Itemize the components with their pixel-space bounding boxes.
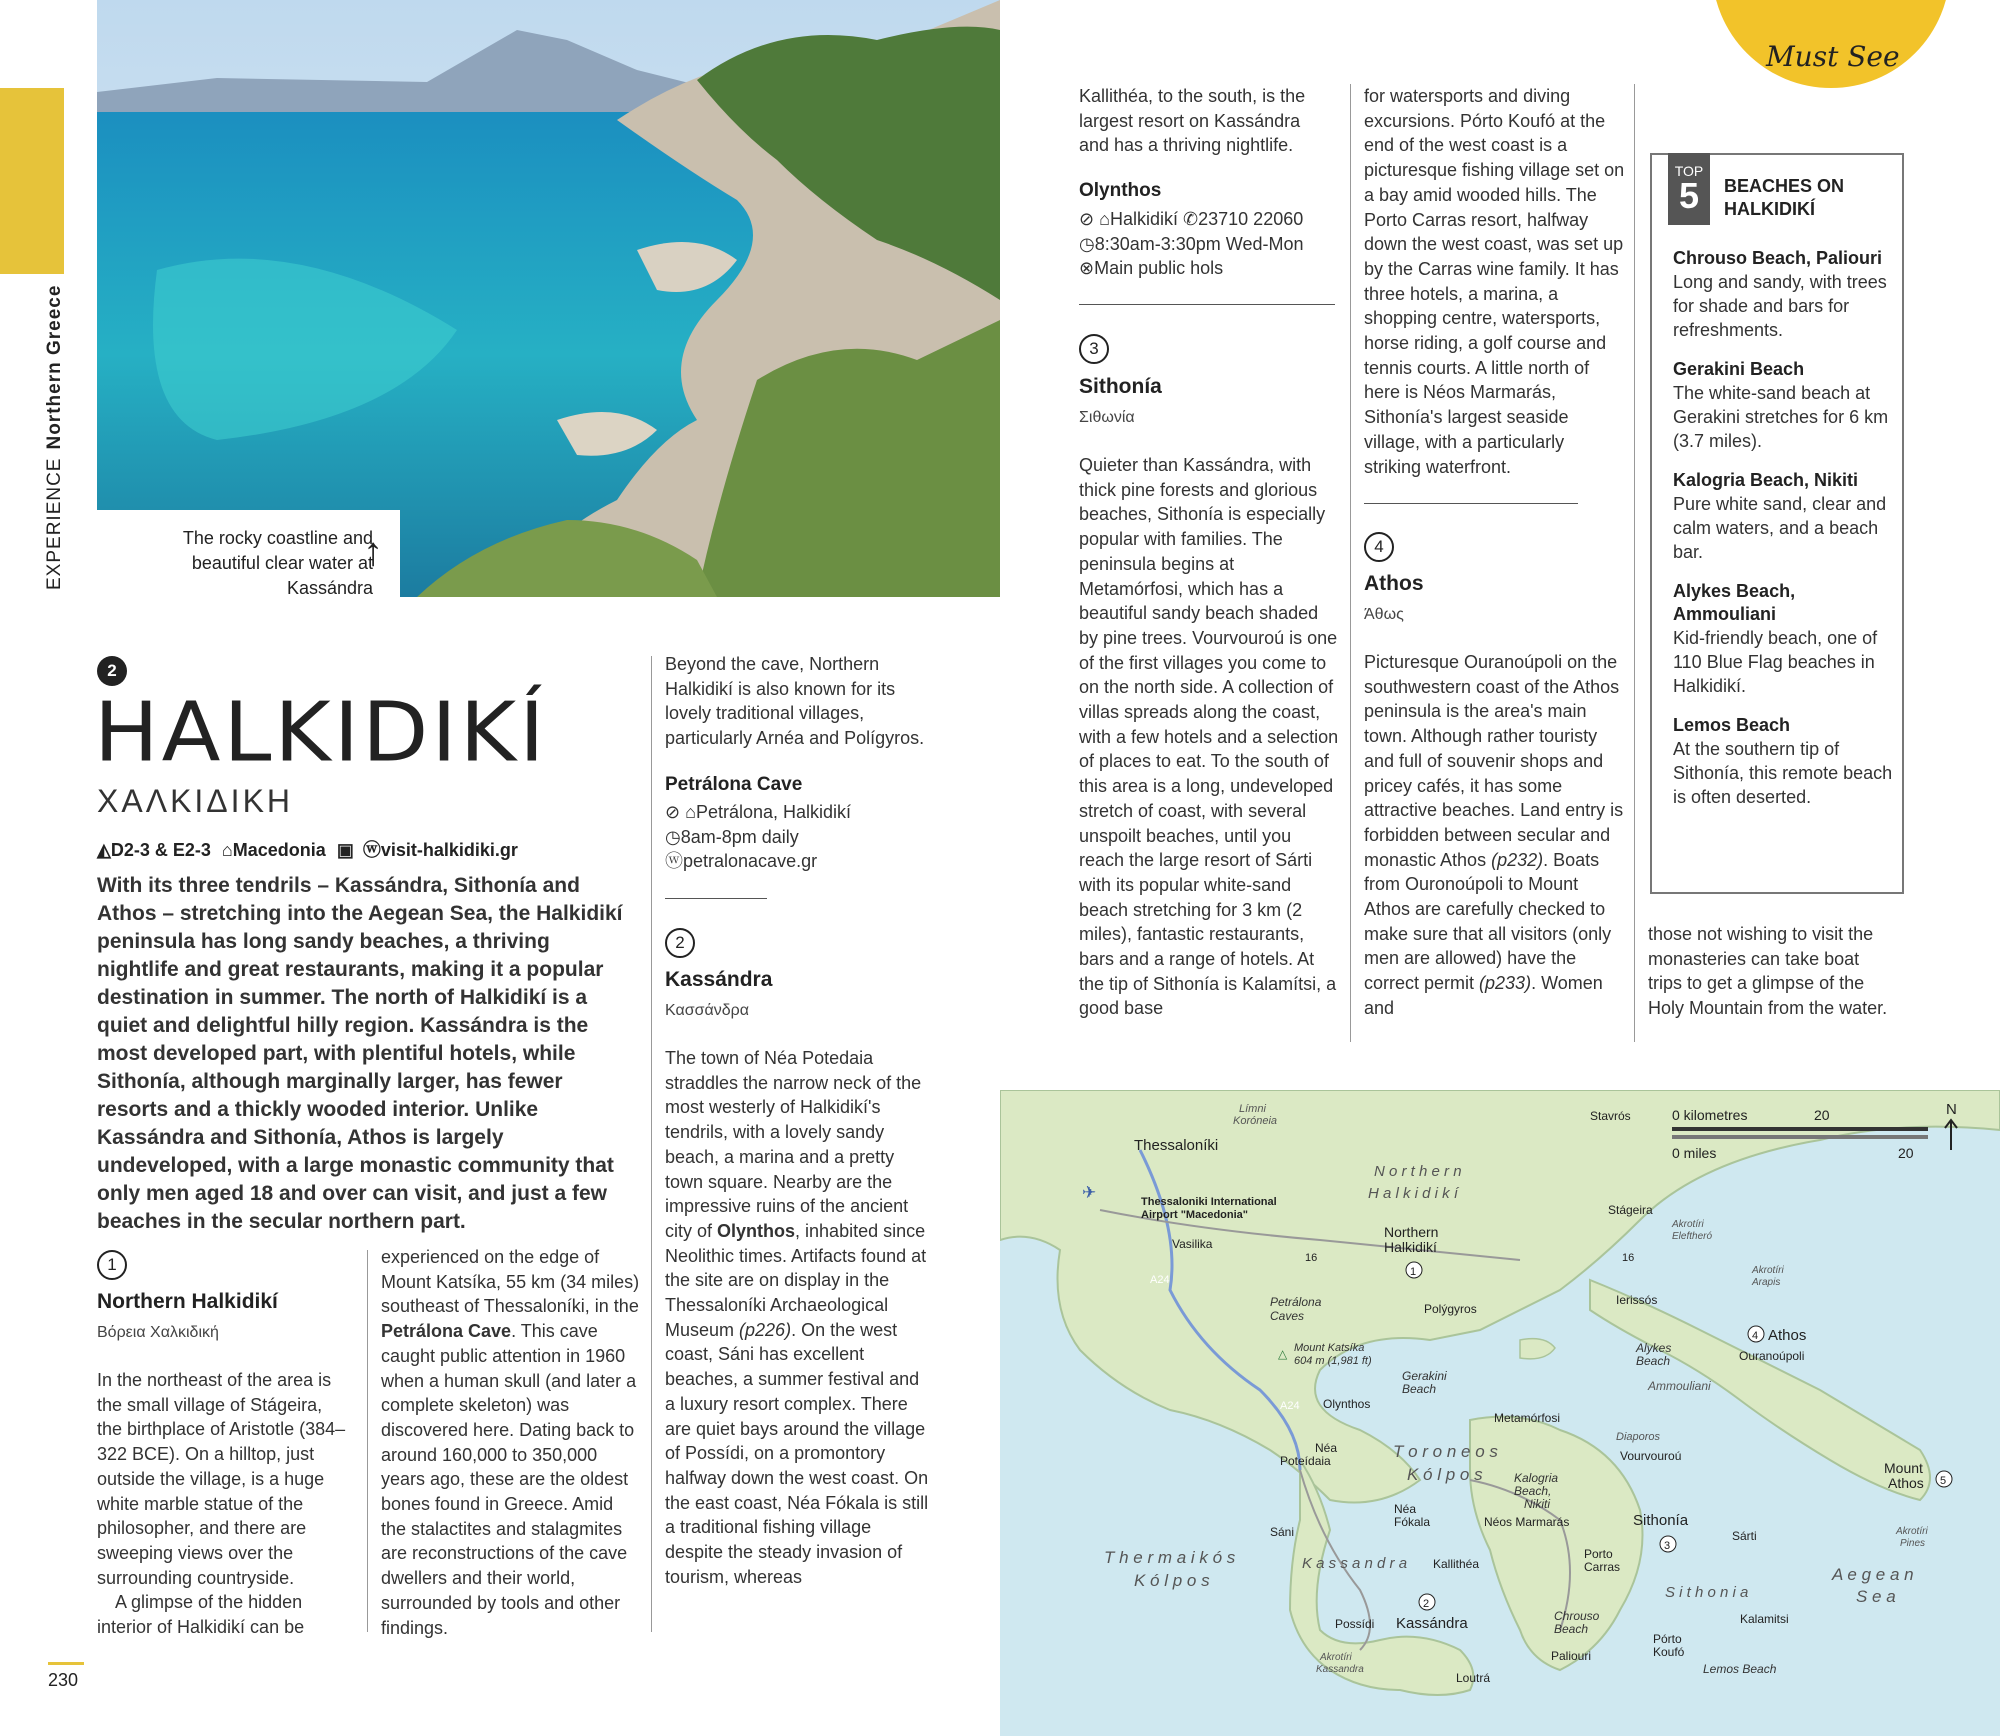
map-label: Stágeira bbox=[1608, 1203, 1653, 1217]
column-rule bbox=[1634, 84, 1635, 1042]
sea-label: T h e r m a i k ó s bbox=[1104, 1548, 1236, 1567]
map-label: Halkidikí bbox=[1384, 1239, 1437, 1255]
marker-number: 2 bbox=[1423, 1598, 1430, 1610]
map-label: Stavrós bbox=[1590, 1109, 1631, 1123]
scale-miles-label: 0 miles bbox=[1672, 1145, 1717, 1161]
marker-number: 5 bbox=[1940, 1475, 1947, 1487]
map-label: Beach bbox=[1554, 1622, 1589, 1636]
map-label: Gerakini bbox=[1402, 1369, 1447, 1383]
map-label: Vasilika bbox=[1172, 1237, 1213, 1251]
marker-number: 3 bbox=[1664, 1540, 1671, 1552]
section-number-1: 1 bbox=[97, 1250, 127, 1280]
list-item: Chrouso Beach, Paliouri Long and sandy, with trees for shade and bars for refreshments. bbox=[1673, 248, 1887, 340]
map-label: Akrotíri bbox=[1672, 1219, 1704, 1230]
web-icon: ⓦ bbox=[362, 840, 381, 860]
map-label: Akrotíri bbox=[1320, 1652, 1352, 1663]
chapter-side-label: EXPERIENCENorthern Greece bbox=[44, 284, 65, 590]
map-label: Ouranoúpoli bbox=[1739, 1349, 1805, 1363]
coastline-photo bbox=[97, 0, 1000, 597]
bus-icon: ▣ bbox=[336, 840, 354, 860]
region-label: K a s s a n d r a bbox=[1302, 1555, 1408, 1572]
sea-label: K ó l p o s bbox=[1134, 1571, 1210, 1590]
scale-miles-value: 20 bbox=[1898, 1145, 1914, 1161]
list-item: Gerakini Beach The white-sand beach at Gerakini stretches for 6 km (3.7 miles). bbox=[1673, 359, 1889, 451]
section-tab bbox=[0, 88, 64, 274]
map-label: Kassándra bbox=[1396, 1615, 1468, 1632]
map-label: Porto bbox=[1584, 1547, 1613, 1561]
photo-caption bbox=[97, 510, 400, 597]
section-greek-athos: Άθως bbox=[1364, 606, 1404, 623]
section-title-sithonia: Sithonía bbox=[1079, 375, 1162, 398]
map-label: Kallithéa bbox=[1433, 1557, 1480, 1571]
address-icon: ⌂ bbox=[685, 802, 696, 822]
page-number-bar bbox=[48, 1662, 84, 1665]
section-number-3: 3 bbox=[1079, 334, 1109, 364]
map-label: Beach bbox=[1402, 1382, 1437, 1396]
scale-bar-km bbox=[1672, 1127, 1928, 1131]
entry-number-badge: 2 bbox=[97, 656, 127, 686]
list-item: Kalogria Beach, Nikiti Pure white sand, clear and calm waters, and a beach bar. bbox=[1673, 470, 1887, 562]
map-label: Alykes bbox=[1636, 1341, 1672, 1355]
map-label: Sárti bbox=[1732, 1529, 1757, 1543]
sea-label: A e g e a n bbox=[1832, 1565, 1914, 1584]
section-number-2: 2 bbox=[665, 928, 695, 958]
map-label: Athos bbox=[1888, 1475, 1924, 1491]
map-label: Sithonía bbox=[1633, 1512, 1689, 1529]
road-label: 16 bbox=[1305, 1252, 1318, 1264]
scale-km-value: 20 bbox=[1814, 1107, 1830, 1123]
address-icon: ⌂ bbox=[221, 840, 233, 860]
petralona-info: ⊘ ⌂Petrálona, Halkidikí ◷8am-8pm daily ⓦpetralonacave.gr bbox=[665, 802, 852, 872]
top5-heading: BEACHES ON HALKIDIKÍ bbox=[1724, 176, 1845, 219]
sea-label: T o r o n e o s bbox=[1393, 1442, 1498, 1461]
map-label: 604 m (1,981 ft) bbox=[1294, 1355, 1372, 1367]
divider bbox=[1364, 503, 1578, 504]
scale-km-label: 0 kilometres bbox=[1672, 1107, 1748, 1123]
top5-badge: TOP 5 bbox=[1668, 153, 1710, 225]
map-label: Koróneia bbox=[1233, 1115, 1278, 1127]
list-item: Alykes Beach, Ammouliani Kid-friendly beach, one of 110 Blue Flag beaches in Halkidikí. bbox=[1673, 581, 1878, 696]
map-label: Thessaloniki International bbox=[1141, 1196, 1277, 1208]
web-icon: ⓦ bbox=[665, 851, 683, 872]
map-label: Néa bbox=[1315, 1441, 1338, 1455]
phone-icon: ✆ bbox=[1183, 209, 1199, 229]
clock-icon: ◷ bbox=[665, 826, 681, 847]
map-label: Beach, bbox=[1514, 1484, 1552, 1498]
map-label: Paliouri bbox=[1551, 1649, 1592, 1663]
greek-title: ΧΑΛΚΙΔΙΚΗ bbox=[97, 783, 294, 819]
halkidiki-map bbox=[1000, 1090, 2000, 1736]
map-label: Arapis bbox=[1752, 1277, 1781, 1288]
map-label: Límni bbox=[1239, 1103, 1266, 1115]
region-label: H a l k i d i k í bbox=[1368, 1185, 1459, 1202]
mountain-icon: △ bbox=[1278, 1347, 1288, 1361]
sea-label: S e a bbox=[1856, 1587, 1896, 1606]
map-label: Vourvouroú bbox=[1620, 1449, 1682, 1463]
caption-text: The rocky coastline and beautiful clear water at Kassándra bbox=[182, 528, 373, 598]
region-label: N o r t h e r n bbox=[1374, 1163, 1462, 1180]
petralona-title: Petrálona Cave bbox=[665, 774, 803, 795]
section-title-athos: Athos bbox=[1364, 572, 1424, 595]
top5-list bbox=[1673, 247, 1893, 825]
section-title-northern-halkidiki: Northern Halkidikí bbox=[97, 1290, 278, 1313]
column-rule bbox=[651, 656, 652, 1632]
marker-number: 1 bbox=[1410, 1266, 1417, 1278]
sithonia-text: Quieter than Kassándra, with thick pine forests and glorious beaches, Sithonía is especially popular with families. The peninsula begins at Metamórfosi, which has a beautiful sandy beach shaded by pine trees. Vourvouroú is one of the first villages you come to on the north side. A collection of villas spreads along the coast, with a few hotels and a selection of places to eat. To the south of this area is a long, undeveloped stretch of coast, with several unspoilt beaches, until you reach the large resort of Sárti with its popular white-sand beach stretching for 3 km (2 miles), fantastic restaurants, bars and a range of hotels. At the tip of Sithonía is Kalamítsi, a good base bbox=[1079, 455, 1339, 1019]
map-label: Mount bbox=[1884, 1460, 1923, 1476]
column-rule bbox=[367, 1250, 368, 1632]
map-label: Chrouso bbox=[1554, 1609, 1600, 1623]
athos-text-cont: those not wishing to visit the monasteries can take boat trips to get a glimpse of the Holy Mountain from the water. bbox=[1648, 924, 1888, 1019]
northern-halkidiki-text-col1: In the northeast of the area is the small village of Stágeira, the birthplace of Aristotle (384–322 BCE). On a hilltop, just outside the village, is a huge white marble statue of the philosopher, and there are sweeping views over the surrounding countryside. A glimpse of the hidden interior of Halkidikí can be bbox=[97, 1370, 346, 1638]
map-label: Poteídaia bbox=[1280, 1454, 1331, 1468]
intro-paragraph: With its three tendrils – Kassándra, Sithonía and Athos – stretching into the Aegean Sea, the Halkidikí peninsula has long sandy beaches, a thriving nightlife and great restaurants, making it a popular destination in summer. The north of Halkidikí is a quiet and delightful hilly region. Kassándra is the most developed part, with plentiful hotels, while Sithonía, although marginally larger, has fewer resorts and a thickly wooded interior. Unlike Kassándra and Sithonía, Athos is largely undeveloped, with a large monastic community that only men aged 18 and over can visit, and just a few beaches in the secular northern part. bbox=[97, 874, 623, 1233]
clock-icon: ◷ bbox=[1079, 233, 1095, 254]
closed-icon: ⊗ bbox=[1079, 258, 1095, 279]
map-label: Carras bbox=[1584, 1560, 1621, 1574]
north-label: N bbox=[1946, 1101, 1957, 1118]
section-greek-northern-halkidiki: Βόρεια Χαλκιδική bbox=[97, 1324, 219, 1341]
map-ref-icon: ◭ bbox=[97, 840, 111, 860]
address-icon: ⌂ bbox=[1099, 209, 1110, 229]
map-label: Akrotíri bbox=[1752, 1265, 1784, 1276]
map-label: Caves bbox=[1270, 1309, 1305, 1323]
map-label: Pórto bbox=[1653, 1632, 1682, 1646]
map-label: Northern bbox=[1384, 1224, 1439, 1240]
map-label: Airport "Macedonia" bbox=[1141, 1209, 1248, 1221]
road-label: A24 bbox=[1280, 1400, 1300, 1412]
map-label: Akrotíri bbox=[1896, 1526, 1928, 1537]
map-label: Kalogria bbox=[1514, 1471, 1559, 1485]
map-label: Pines bbox=[1900, 1538, 1926, 1549]
olynthos-info: ⊘ ⌂Halkidikí ✆23710 22060 ◷8:30am-3:30pm Wed-Mon ⊗Main public hols bbox=[1079, 209, 1304, 279]
road-label: A24 bbox=[1150, 1274, 1170, 1286]
map-label: Kalamitsi bbox=[1740, 1612, 1789, 1626]
athos-text: Picturesque Ouranoúpoli on the southwestern coast of the Athos peninsula is the area's main town. Although rather touristy and full of souvenir shops and pricey cafés, it has some attractive beaches. Land entry is forbidden between secular and monastic Athos (p232). Boats from Ouronoúpoli to Mount Athos are carefully checked to make sure that all visitors (only men are allowed) have the correct permit (p233). Women and bbox=[1364, 652, 1624, 1018]
map-label: Néos Marmarás bbox=[1484, 1515, 1570, 1529]
kassandra-text-cont: Kallithéa, to the south, is the largest resort on Kassándra and has a thriving nightlife. bbox=[1079, 86, 1306, 156]
info-line: ◭D2-3 & E2-3 ⌂Macedonia ▣ ⓦvisit-halkidiki.gr bbox=[97, 840, 518, 860]
map-label: Metamórfosi bbox=[1494, 1411, 1561, 1425]
kassandra-text: The town of Néa Potedaia straddles the narrow neck of the most westerly of Halkidikí's tendrils, with a lovely sandy beach, a marina and a pretty town square. Nearby are the impressive ruins of the ancient city of Olynthos, inhabited since Neolithic times. Artifacts found at the site are on display in the Thessaloníki Archaeological Museum (p226). On the west coast, Sáni has excellent beaches, a summer festival and a luxury resort complex. There are quiet bays around the village of Possídi, on a promontory halfway down the west coast. On the east coast, Néa Fókala is still a traditional fishing village despite the steady invasion of tourism, whereas bbox=[665, 1048, 929, 1587]
map-label: Possídi bbox=[1335, 1617, 1375, 1631]
section-greek-kassandra: Κασσάνδρα bbox=[665, 1002, 749, 1019]
region-label: S i t h o n i a bbox=[1665, 1584, 1749, 1601]
airport-icon: ✈ bbox=[1082, 1183, 1097, 1202]
divider bbox=[665, 898, 767, 899]
northern-halkidiki-text-col2: experienced on the edge of Mount Katsíka, 55 km (34 miles) southeast of Thessaloníki, in the Petrálona Cave. This cave caught public attention in 1960 when a human skull (and later a complete skeleton) was discovered here. Dating back to around 160,000 to 350,000 years ago, these are the oldest bones found in Greece. Amid the stalactites and stalagmites are reconstructions of the cave dwellers and their world, surrounded by tools and other findings. bbox=[381, 1247, 640, 1638]
map-label: Néa bbox=[1394, 1502, 1417, 1516]
page-title: HALKIDIKÍ bbox=[94, 685, 548, 781]
map-label: Petrálona bbox=[1270, 1295, 1322, 1309]
map-label: Ammouliani bbox=[1648, 1379, 1711, 1393]
northern-halkidiki-text-col3: Beyond the cave, Northern Halkidikí is also known for its lovely traditional villages, particularly Arnéa and Polígyros. bbox=[665, 654, 925, 749]
map-label: Polýgyros bbox=[1424, 1302, 1477, 1316]
map-label: Nikiti bbox=[1524, 1497, 1550, 1511]
map-label: Thessaloníki bbox=[1134, 1137, 1219, 1154]
road-label: 16 bbox=[1622, 1252, 1635, 1264]
section-title-kassandra: Kassándra bbox=[665, 968, 773, 991]
map-label: Eleftheró bbox=[1672, 1231, 1713, 1242]
marker-number: 4 bbox=[1752, 1330, 1759, 1342]
scale-bar-miles bbox=[1672, 1135, 1928, 1139]
column-rule bbox=[1350, 84, 1351, 1042]
section-greek-sithonia: Σιθωνία bbox=[1079, 409, 1135, 426]
olynthos-title: Olynthos bbox=[1079, 180, 1162, 201]
directions-icon: ⊘ bbox=[1079, 209, 1095, 229]
map-svg bbox=[1000, 1090, 2000, 1736]
map-label: Diaporos bbox=[1616, 1431, 1661, 1443]
list-item: Lemos Beach At the southern tip of Sithonía, this remote beach is often deserted. bbox=[1673, 715, 1893, 807]
arrow-up-icon: ↑ bbox=[363, 530, 383, 574]
divider bbox=[1079, 304, 1335, 305]
map-label: Olynthos bbox=[1323, 1397, 1371, 1411]
map-label: Athos bbox=[1768, 1327, 1807, 1344]
map-label: Ierissós bbox=[1616, 1293, 1658, 1307]
section-number-4: 4 bbox=[1364, 532, 1394, 562]
sithonia-text-cont: for watersports and diving excursions. Pórto Koufó at the end of the west coast is a picturesque fishing village set on a bay amid wooded hills. The Porto Carras resort, halfway down the west coast, was set up by the Carras wine family. It has three hotels, a marina, a shopping centre, watersports, horse riding, a golf course and tennis courts. A little north of here is Néos Marmarás, Sithonía's largest seaside village, with a particularly striking waterfront. bbox=[1364, 86, 1625, 477]
map-label: Koufó bbox=[1653, 1645, 1685, 1659]
top5-box bbox=[1650, 153, 1904, 894]
map-label: Sáni bbox=[1270, 1525, 1295, 1539]
page-number: 230 bbox=[48, 1670, 79, 1690]
map-label: Fókala bbox=[1394, 1515, 1431, 1529]
map-label: Lemos Beach bbox=[1703, 1662, 1777, 1676]
directions-icon: ⊘ bbox=[665, 802, 681, 822]
must-see-label: Must See bbox=[1766, 40, 1900, 73]
map-label: Beach bbox=[1636, 1354, 1671, 1368]
map-label: Kassandra bbox=[1316, 1664, 1364, 1675]
map-label: Loutrá bbox=[1456, 1671, 1491, 1685]
map-label: Mount Katsíka bbox=[1294, 1342, 1365, 1354]
sea-label: K ó l p o s bbox=[1407, 1465, 1483, 1484]
